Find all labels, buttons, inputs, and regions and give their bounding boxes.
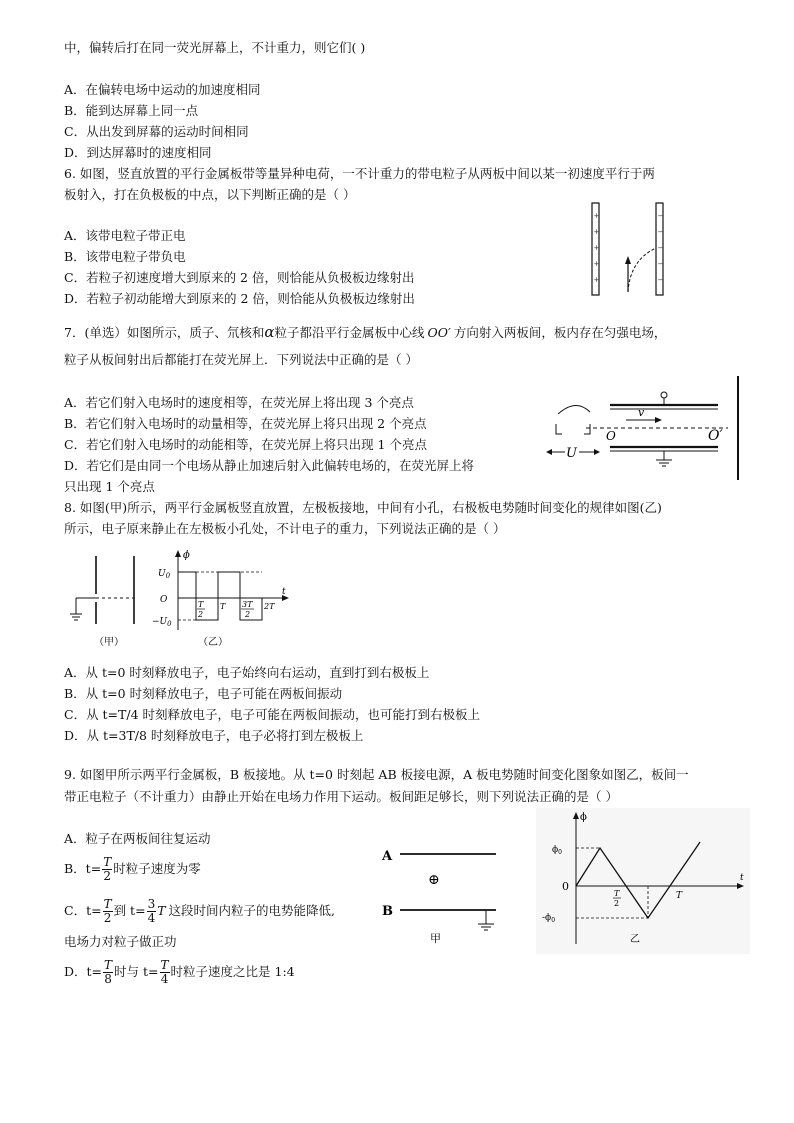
q8-tick-t-half-den: 2 bbox=[198, 610, 204, 619]
q6-stem-line1: 6. 如图，竖直放置的平行金属板带等量异种电荷，一不计重力的带电粒子从两板中间以某一初速度平行于两 bbox=[64, 166, 655, 181]
q8-tick-t-half-num: T bbox=[198, 600, 204, 609]
q5-option-c: C．从出发到屏幕的运动时间相同 bbox=[64, 124, 249, 139]
q7-figure-deflection-plates bbox=[538, 372, 744, 482]
q6-option-b: B．该带电粒子带负电 bbox=[64, 249, 186, 264]
q5-option-d: D．到达屏幕时的速度相同 bbox=[64, 145, 212, 160]
q8-tick-3t-half-den: 2 bbox=[245, 610, 251, 619]
q7-voltage-label: U bbox=[566, 446, 577, 461]
q7-velocity-label: v bbox=[638, 406, 645, 419]
q6-plus-sign: + bbox=[593, 276, 600, 284]
q8-stem-line1: 8. 如图(甲)所示，两平行金属板竖直放置，左极板接地，中间有小孔，右极板电势随时间变化的规律如图(乙) bbox=[64, 500, 662, 515]
q6-option-c: C．若粒子初速度增大到原来的 2 倍，则恰能从负极板边缘射出 bbox=[64, 270, 415, 285]
q5-option-b: B．能到达屏幕上同一点 bbox=[64, 103, 199, 118]
q8-figures bbox=[60, 548, 300, 652]
q9-phi-axis-label: ϕ bbox=[580, 812, 587, 823]
q7-option-a: A．若它们射入电场时的速度相等，在荧光屏上将出现 3 个亮点 bbox=[64, 395, 414, 410]
q9-label-jia: 甲 bbox=[430, 932, 441, 945]
q7-point-o-prime: O′ bbox=[708, 428, 723, 444]
q9-figure-jia-plates bbox=[376, 838, 506, 948]
q8-label-jia: （甲） bbox=[94, 637, 124, 648]
q6-figure-vertical-plates bbox=[586, 200, 676, 300]
q5-option-a: A．在偏转电场中运动的加速度相同 bbox=[64, 82, 261, 97]
q9-tick-t-half-num: T bbox=[614, 889, 620, 898]
q8-phi-axis-label: ϕ bbox=[183, 550, 190, 561]
q8-label-yi: （乙） bbox=[198, 637, 228, 648]
q8-option-b: B．从 t=0 时刻释放电子，电子可能在两板间振动 bbox=[64, 686, 343, 701]
q9-option-b: B．t= $\frac{T}{2}$ 时粒子速度为零 bbox=[64, 855, 201, 883]
q9-option-d: D．t= $\frac{T}{8}$ 时与 t= $\frac{T}{4}$ 时粒子速度之比是 1:4 bbox=[64, 958, 295, 986]
q6-option-d: D．若粒子初动能增大到原来的 2 倍，则恰能从负极板边缘射出 bbox=[64, 291, 415, 306]
q9-t-axis-label: t bbox=[740, 873, 744, 883]
q8-stem-line2: 所示，电子原来静止在左极板小孔处，不计电子的重力，下列说法正确的是（ ） bbox=[64, 521, 506, 536]
q8-option-a: A．从 t=0 时刻释放电子，电子始终向右运动，直到打到右极板上 bbox=[64, 665, 430, 680]
q8-neg-u0-label: $-U_0$ bbox=[152, 617, 172, 628]
q6-minus-sign: − bbox=[657, 260, 664, 268]
q9-phi0-label: $\phi_0$ bbox=[552, 845, 562, 856]
q9-figure-yi-graph bbox=[536, 808, 750, 954]
q6-plus-sign: + bbox=[593, 228, 600, 236]
q6-plus-sign: + bbox=[593, 212, 600, 220]
q9-option-a: A．粒子在两板间往复运动 bbox=[64, 831, 211, 846]
q9-tick-t-half-den: 2 bbox=[614, 899, 620, 908]
q7-option-d-line2: 只出现 1 个亮点 bbox=[64, 479, 155, 494]
q8-t-axis-label: t bbox=[282, 587, 286, 597]
q9-d-fraction-1: $\frac{T}{8}$ bbox=[104, 958, 113, 986]
q9-option-c: C．t= $\frac{T}{2}$ 到 t= $\frac{3}{4}$ T 这段时间内粒子的电势能降低, bbox=[64, 897, 336, 925]
q9-c-fraction-1: $\frac{T}{2}$ bbox=[103, 897, 112, 925]
q8-tick-2t: 2T bbox=[264, 602, 275, 611]
q6-stem-line2: 板射入，打在负极板的中点，以下判断正确的是（ ） bbox=[64, 187, 356, 202]
q9-c-fraction-2: $\frac{3}{4}$ bbox=[147, 897, 156, 925]
q8-tick-t: T bbox=[220, 602, 226, 611]
q9-tick-t: T bbox=[676, 891, 683, 901]
q6-minus-sign: − bbox=[657, 212, 664, 220]
q9-plate-a-label: A bbox=[382, 849, 393, 864]
q9-b-fraction: $\frac{T}{2}$ bbox=[103, 855, 112, 883]
q5-stem-continued: 中，偏转后打在同一荧光屏幕上，不计重力，则它们( ) bbox=[64, 40, 366, 55]
q6-minus-sign: − bbox=[657, 276, 664, 284]
q9-stem-line1: 9. 如图甲所示两平行金属板，B 板接地。从 t=0 时刻起 AB 板接电源，A 板电势随时间变化图象如图乙，板间一 bbox=[64, 767, 689, 782]
q8-tick-3t-half-num: 3T bbox=[242, 600, 253, 609]
q7-option-d-line1: D．若它们是由同一个电场从静止加速后射入此偏转电场的，在荧光屏上将 bbox=[64, 458, 475, 473]
q9-label-yi: 乙 bbox=[630, 934, 640, 945]
q9-positive-charge: ⊕ bbox=[428, 872, 440, 888]
q6-minus-sign: − bbox=[657, 228, 664, 236]
q7-stem-line2: 粒子从板间射出后都能打在荧光屏上．下列说法中正确的是（ ） bbox=[64, 352, 418, 367]
q7-stem-line1: 7．(单选）如图所示，质子、氘核和α粒子都沿平行金属板中心线 OO′ 方向射入两板间，板内存在匀强电场， bbox=[64, 323, 667, 341]
q9-origin-label: 0 bbox=[562, 880, 569, 893]
q7-point-o: O bbox=[606, 429, 616, 443]
q9-plate-b-label: B bbox=[382, 904, 393, 919]
q9-d-fraction-2: $\frac{T}{4}$ bbox=[160, 958, 169, 986]
q9-stem-line2: 带正电粒子（不计重力）由静止开始在电场力作用下运动。板间距足够长，则下列说法正确的是（ ） bbox=[64, 789, 618, 804]
q7-option-c: C．若它们射入电场时的动能相等，在荧光屏上将只出现 1 个亮点 bbox=[64, 437, 427, 452]
q7-option-b: B．若它们射入电场时的动量相等，在荧光屏上将只出现 2 个亮点 bbox=[64, 416, 427, 431]
q6-option-a: A．该带电粒子带正电 bbox=[64, 228, 186, 243]
q9-option-c-line2: 电场力对粒子做正功 bbox=[64, 934, 177, 949]
q6-minus-sign: − bbox=[657, 244, 664, 252]
q8-u0-label: $U_0$ bbox=[158, 569, 171, 580]
q9-neg-phi0-label: $-\phi_0$ bbox=[542, 913, 556, 924]
q8-origin-label: O bbox=[160, 595, 168, 605]
q6-plus-sign: + bbox=[593, 244, 600, 252]
q6-plus-sign: + bbox=[593, 260, 600, 268]
q8-option-c: C．从 t=T/4 时刻释放电子，电子可能在两板间振动，也可能打到右极板上 bbox=[64, 707, 481, 722]
q8-option-d: D．从 t=3T/8 时刻释放电子，电子必将打到左极板上 bbox=[64, 728, 364, 743]
